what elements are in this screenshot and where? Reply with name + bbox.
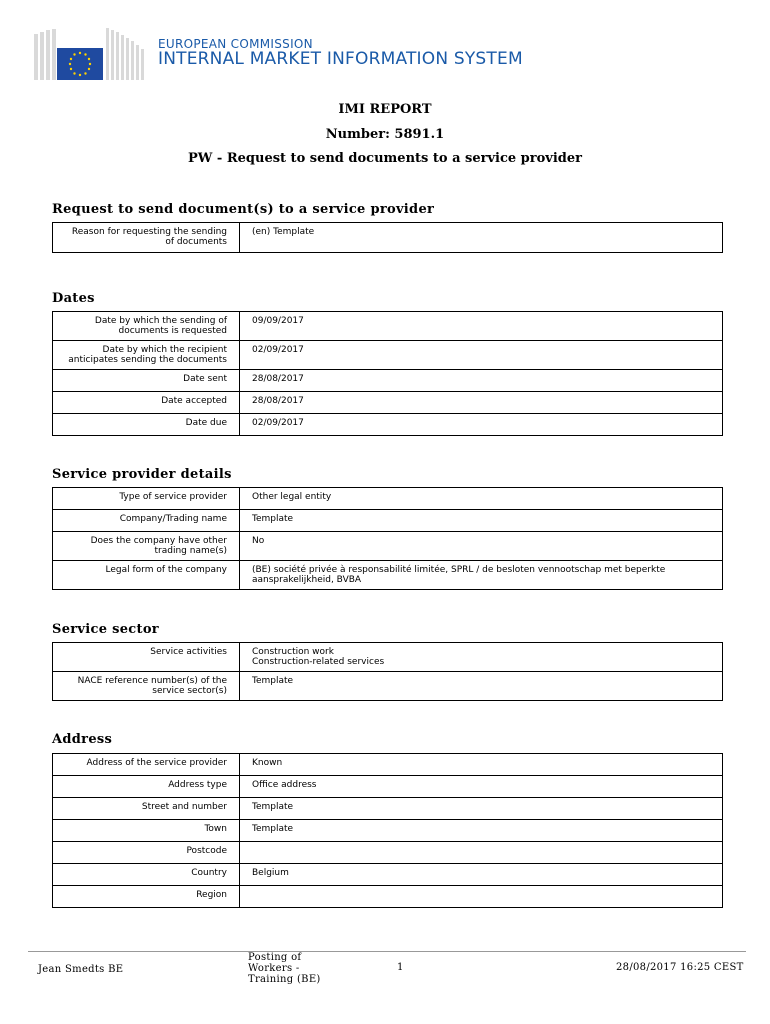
table-row bbox=[53, 370, 723, 392]
field-label: Date by which the recipient anticipates sending the documents bbox=[53, 341, 240, 370]
table-row bbox=[53, 488, 723, 510]
table-row bbox=[53, 561, 723, 590]
field-label: Date accepted bbox=[53, 392, 240, 414]
field-label: Address of the service provider bbox=[53, 754, 240, 776]
table-row bbox=[53, 392, 723, 414]
table-row bbox=[53, 672, 723, 701]
field-value: Template bbox=[240, 798, 723, 820]
footer-page-number: 1 bbox=[397, 962, 404, 973]
page-header bbox=[34, 22, 734, 82]
field-value: Other legal entity bbox=[240, 488, 723, 510]
field-label: Does the company have other trading name(s) bbox=[53, 532, 240, 561]
field-value: (en) Template bbox=[240, 223, 723, 253]
table-row bbox=[53, 510, 723, 532]
sector-table bbox=[52, 642, 723, 701]
section-heading-sector: Service sector bbox=[52, 622, 159, 637]
field-label: Date by which the sending of documents is requested bbox=[53, 312, 240, 341]
field-value: Belgium bbox=[240, 864, 723, 886]
field-value: 28/08/2017 bbox=[240, 370, 723, 392]
field-value: Known bbox=[240, 754, 723, 776]
table-row bbox=[53, 820, 723, 842]
footer-user: Jean Smedts BE bbox=[38, 964, 124, 975]
field-label: Region bbox=[53, 886, 240, 908]
table-row bbox=[53, 886, 723, 908]
table-row bbox=[53, 798, 723, 820]
section-heading-address: Address bbox=[52, 732, 113, 747]
field-value: Template bbox=[240, 510, 723, 532]
report-title: IMI REPORT bbox=[338, 102, 432, 117]
field-value: 02/09/2017 bbox=[240, 341, 723, 370]
report-number: Number: 5891.1 bbox=[325, 127, 445, 142]
field-value: (BE) société privée à responsabilité limitée, SPRL / de besloten vennootschap met beperkte aansprakelijkheid, BVBA bbox=[240, 561, 723, 590]
field-label: Date due bbox=[53, 414, 240, 436]
field-value: 09/09/2017 bbox=[240, 312, 723, 341]
section-heading-dates: Dates bbox=[52, 291, 95, 306]
field-value: Office address bbox=[240, 776, 723, 798]
address-table bbox=[52, 753, 723, 908]
field-value: 28/08/2017 bbox=[240, 392, 723, 414]
field-label: Street and number bbox=[53, 798, 240, 820]
field-label: NACE reference number(s) of the service sector(s) bbox=[53, 672, 240, 701]
table-row bbox=[53, 341, 723, 370]
table-row bbox=[53, 842, 723, 864]
field-value: Template bbox=[240, 672, 723, 701]
dates-table bbox=[52, 311, 723, 436]
table-row bbox=[53, 754, 723, 776]
section-heading-request: Request to send document(s) to a service provider bbox=[52, 202, 435, 217]
field-label: Town bbox=[53, 820, 240, 842]
organization-name: EUROPEAN COMMISSION bbox=[158, 37, 313, 51]
field-value: Construction work Construction-related services bbox=[240, 643, 723, 672]
field-label: Company/Trading name bbox=[53, 510, 240, 532]
field-value: 02/09/2017 bbox=[240, 414, 723, 436]
table-row bbox=[53, 643, 723, 672]
provider-table bbox=[52, 487, 723, 590]
field-label: Legal form of the company bbox=[53, 561, 240, 590]
field-label: Service activities bbox=[53, 643, 240, 672]
table-row bbox=[53, 776, 723, 798]
field-value: No bbox=[240, 532, 723, 561]
system-name: INTERNAL MARKET INFORMATION SYSTEM bbox=[158, 49, 523, 69]
table-row bbox=[53, 414, 723, 436]
table-row bbox=[53, 312, 723, 341]
footer-datetime: 28/08/2017 16:25 CEST bbox=[616, 962, 744, 973]
european-commission-logo bbox=[34, 26, 152, 82]
field-label: Country bbox=[53, 864, 240, 886]
field-label: Date sent bbox=[53, 370, 240, 392]
field-label: Address type bbox=[53, 776, 240, 798]
section-heading-provider: Service provider details bbox=[52, 467, 232, 482]
table-row bbox=[53, 223, 723, 253]
request-table bbox=[52, 222, 723, 253]
table-row bbox=[53, 864, 723, 886]
report-subtitle: PW - Request to send documents to a service provider bbox=[188, 151, 582, 166]
field-value bbox=[240, 842, 723, 864]
footer-divider bbox=[28, 951, 746, 952]
table-row bbox=[53, 532, 723, 561]
field-label: Type of service provider bbox=[53, 488, 240, 510]
field-label: Reason for requesting the sending of documents bbox=[53, 223, 240, 253]
field-label: Postcode bbox=[53, 842, 240, 864]
field-value: Template bbox=[240, 820, 723, 842]
footer-system: Posting of Workers - Training (BE) bbox=[248, 952, 321, 985]
field-value bbox=[240, 886, 723, 908]
